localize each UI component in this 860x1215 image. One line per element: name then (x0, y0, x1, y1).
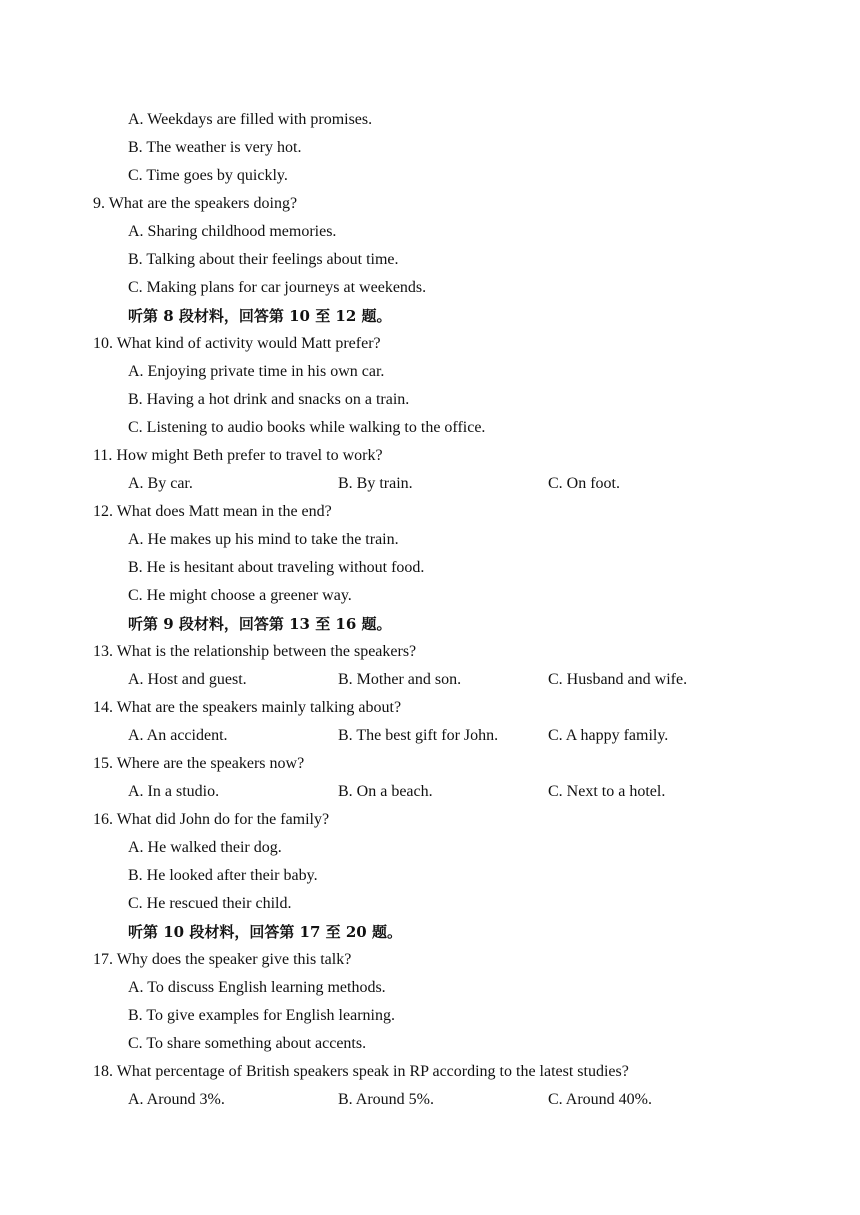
option-row (0, 470, 860, 498)
option-b: B. The best gift for John. (338, 727, 499, 744)
option-a: A. Around 3%. (128, 1091, 225, 1108)
question-text: 16. What did John do for the family? (93, 811, 330, 828)
option-b: B. By train. (338, 475, 413, 492)
section-heading: 听第 10 段材料，回答第 17 至 20 题。 (128, 923, 402, 941)
option-c: C. Husband and wife. (548, 671, 688, 688)
option-c: C. On foot. (548, 475, 620, 492)
question-text: 11. How might Beth prefer to travel to work? (93, 447, 383, 464)
answer-option: B. To give examples for English learning. (128, 1007, 395, 1024)
answer-option: B. He looked after their baby. (128, 867, 318, 884)
question-text: 9. What are the speakers doing? (93, 195, 298, 212)
question-text: 13. What is the relationship between the speakers? (93, 643, 417, 660)
answer-option: B. The weather is very hot. (128, 139, 302, 156)
answer-option: C. Time goes by quickly. (128, 167, 288, 184)
question-text: 10. What kind of activity would Matt prefer? (93, 335, 381, 352)
option-b: B. Mother and son. (338, 671, 462, 688)
option-row (0, 666, 860, 694)
question-text: 14. What are the speakers mainly talking about? (93, 699, 402, 716)
answer-option: A. Sharing childhood memories. (128, 223, 337, 240)
option-c: C. A happy family. (548, 727, 669, 744)
option-a: A. An accident. (128, 727, 228, 744)
option-a: A. In a studio. (128, 783, 220, 800)
option-row (0, 778, 860, 806)
section-heading: 听第 8 段材料，回答第 10 至 12 题。 (128, 307, 392, 325)
answer-option: C. Listening to audio books while walking to the office. (128, 419, 486, 436)
option-a: A. By car. (128, 475, 193, 492)
answer-option: B. Talking about their feelings about time. (128, 251, 399, 268)
answer-option: A. He makes up his mind to take the train. (128, 531, 399, 548)
answer-option: A. Weekdays are filled with promises. (128, 111, 373, 128)
option-a: A. Host and guest. (128, 671, 247, 688)
option-row (0, 722, 860, 750)
question-text: 12. What does Matt mean in the end? (93, 503, 332, 520)
answer-option: A. To discuss English learning methods. (128, 979, 386, 996)
exam-page (0, 106, 860, 1114)
option-b: B. Around 5%. (338, 1091, 434, 1108)
question-text: 18. What percentage of British speakers speak in RP according to the latest studies? (93, 1063, 629, 1080)
answer-option: A. He walked their dog. (128, 839, 282, 856)
question-text: 15. Where are the speakers now? (93, 755, 305, 772)
answer-option: C. Making plans for car journeys at weekends. (128, 279, 427, 296)
answer-option: C. He might choose a greener way. (128, 587, 352, 604)
option-row (0, 1086, 860, 1114)
answer-option: C. He rescued their child. (128, 895, 292, 912)
option-b: B. On a beach. (338, 783, 433, 800)
option-c: C. Around 40%. (548, 1091, 652, 1108)
option-c: C. Next to a hotel. (548, 783, 666, 800)
answer-option: B. He is hesitant about traveling without food. (128, 559, 425, 576)
answer-option: C. To share something about accents. (128, 1035, 367, 1052)
answer-option: A. Enjoying private time in his own car. (128, 363, 385, 380)
section-heading: 听第 9 段材料，回答第 13 至 16 题。 (128, 615, 392, 633)
answer-option: B. Having a hot drink and snacks on a train. (128, 391, 410, 408)
question-text: 17. Why does the speaker give this talk? (93, 951, 352, 968)
